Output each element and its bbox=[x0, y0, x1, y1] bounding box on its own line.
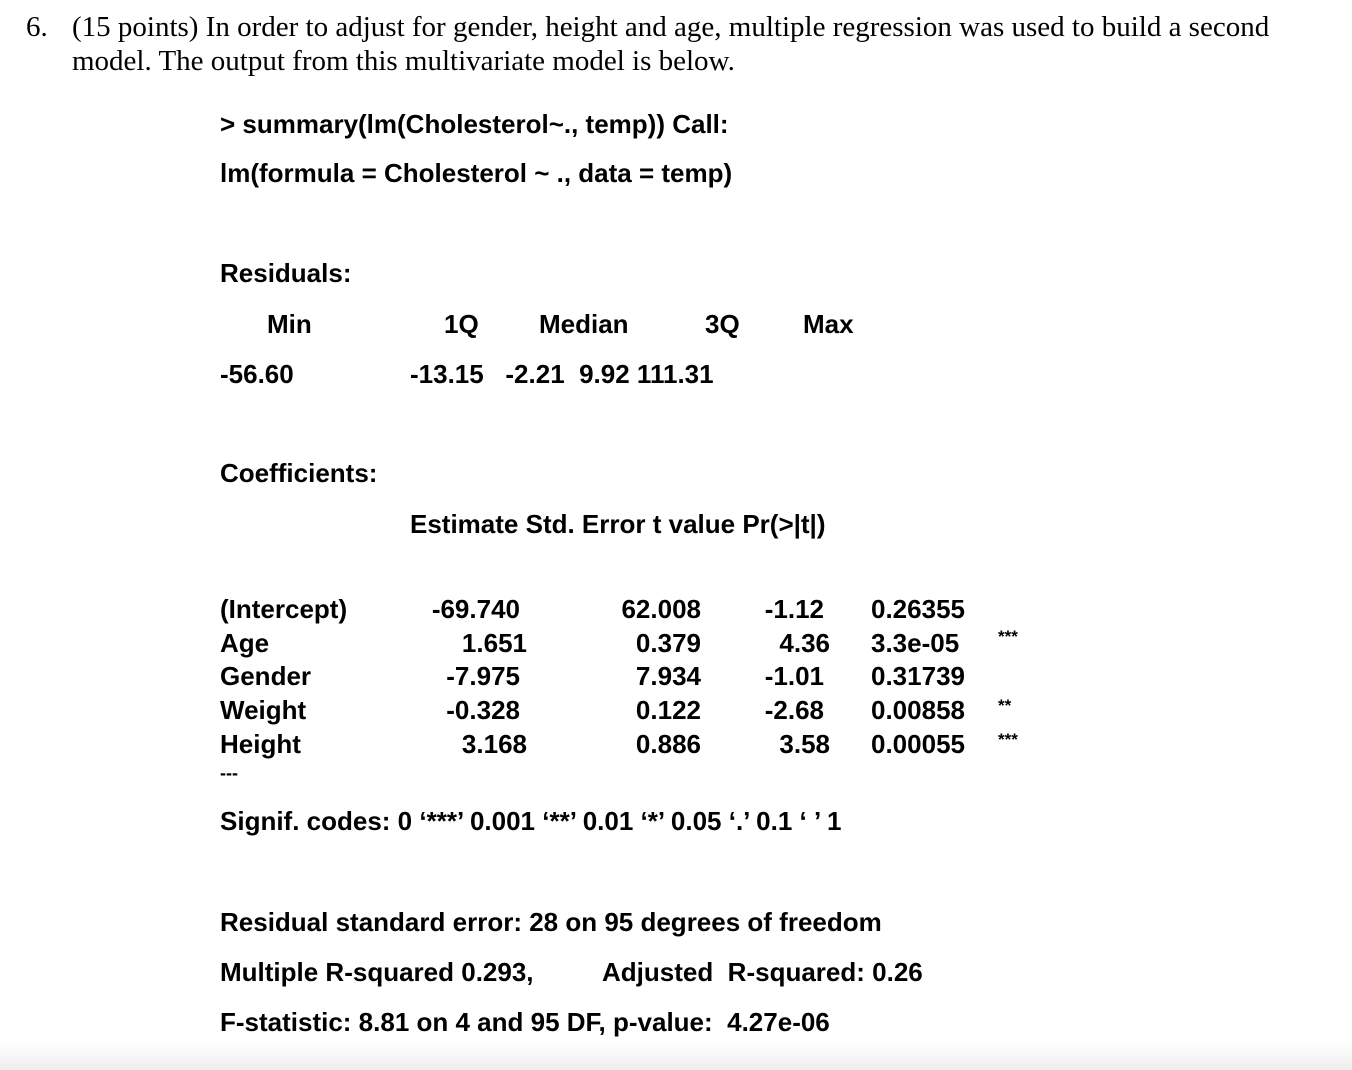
separator: --- bbox=[220, 763, 238, 783]
coef-std-error: 0.122 bbox=[635, 695, 701, 725]
residual-header-max: Max bbox=[803, 309, 854, 339]
coef-name: (Intercept) bbox=[220, 594, 348, 624]
coef-signif-stars: *** bbox=[998, 730, 1018, 749]
coef-estimate: -7.975 bbox=[446, 661, 520, 691]
coef-t-value: -2.68 bbox=[764, 695, 824, 725]
coef-estimate: -0.328 bbox=[446, 695, 520, 725]
multiple-r-squared: Multiple R-squared 0.293, bbox=[220, 957, 534, 987]
coef-signif-stars: *** bbox=[998, 627, 1018, 646]
question-line-1: (15 points) In order to adjust for gender, height and age, multiple regression was used to build a second bbox=[72, 11, 1270, 43]
formula-line: lm(formula = Cholesterol ~ ., data = temp) bbox=[220, 158, 733, 188]
coef-p-value: 0.00858 bbox=[871, 695, 965, 725]
coef-t-value: 3.58 bbox=[779, 729, 830, 759]
page-bottom-shadow bbox=[0, 1042, 1352, 1070]
coef-p-value: 3.3e-05 bbox=[871, 628, 960, 658]
coef-p-value: 0.31739 bbox=[871, 661, 965, 691]
coef-estimate: -69.740 bbox=[431, 594, 520, 624]
coef-p-value: 0.26355 bbox=[871, 594, 965, 624]
coef-signif-stars: ** bbox=[998, 696, 1012, 715]
coef-std-error: 62.008 bbox=[621, 594, 701, 624]
coef-name: Age bbox=[220, 628, 270, 658]
adjusted-r-squared: Adjusted R-squared: 0.26 bbox=[602, 957, 923, 987]
coef-name: Weight bbox=[220, 695, 307, 725]
question-line-2: model. The output from this multivariate model is below. bbox=[72, 45, 735, 77]
residual-header-min: Min bbox=[267, 309, 312, 339]
f-statistic: F-statistic: 8.81 on 4 and 95 DF, p-value: 4.27e-06 bbox=[220, 1007, 830, 1037]
coef-t-value: -1.01 bbox=[764, 661, 824, 691]
coefficients-header: Estimate Std. Error t value Pr(>|t|) bbox=[410, 509, 826, 539]
coef-p-value: 0.00055 bbox=[871, 729, 965, 759]
coef-estimate: 3.168 bbox=[461, 729, 527, 759]
coef-std-error: 0.379 bbox=[635, 628, 701, 658]
residual-header-1q: 1Q bbox=[444, 309, 479, 339]
question-number: 6. bbox=[26, 11, 48, 43]
signif-codes: Signif. codes: 0 ‘***’ 0.001 ‘**’ 0.01 ‘*’ 0.05 ‘.’ 0.1 ‘ ’ 1 bbox=[220, 806, 842, 836]
residual-header-3q: 3Q bbox=[705, 309, 740, 339]
coef-name: Gender bbox=[220, 661, 312, 691]
coef-estimate: 1.651 bbox=[461, 628, 527, 658]
residual-min-value: -56.60 bbox=[220, 359, 294, 389]
residual-standard-error: Residual standard error: 28 on 95 degrees of freedom bbox=[220, 907, 882, 937]
coefficients-title: Coefficients: bbox=[220, 458, 378, 488]
coef-t-value: -1.12 bbox=[764, 594, 824, 624]
coef-name: Height bbox=[220, 729, 301, 759]
coef-std-error: 7.934 bbox=[635, 661, 701, 691]
residuals-title: Residuals: bbox=[220, 258, 352, 288]
residual-header-median: Median bbox=[539, 309, 629, 339]
coef-std-error: 0.886 bbox=[635, 729, 701, 759]
call-line: > summary(lm(Cholesterol~., temp)) Call: bbox=[220, 109, 729, 139]
residual-values: -13.15 -2.21 9.92 111.31 bbox=[410, 359, 714, 389]
coef-t-value: 4.36 bbox=[779, 628, 830, 658]
